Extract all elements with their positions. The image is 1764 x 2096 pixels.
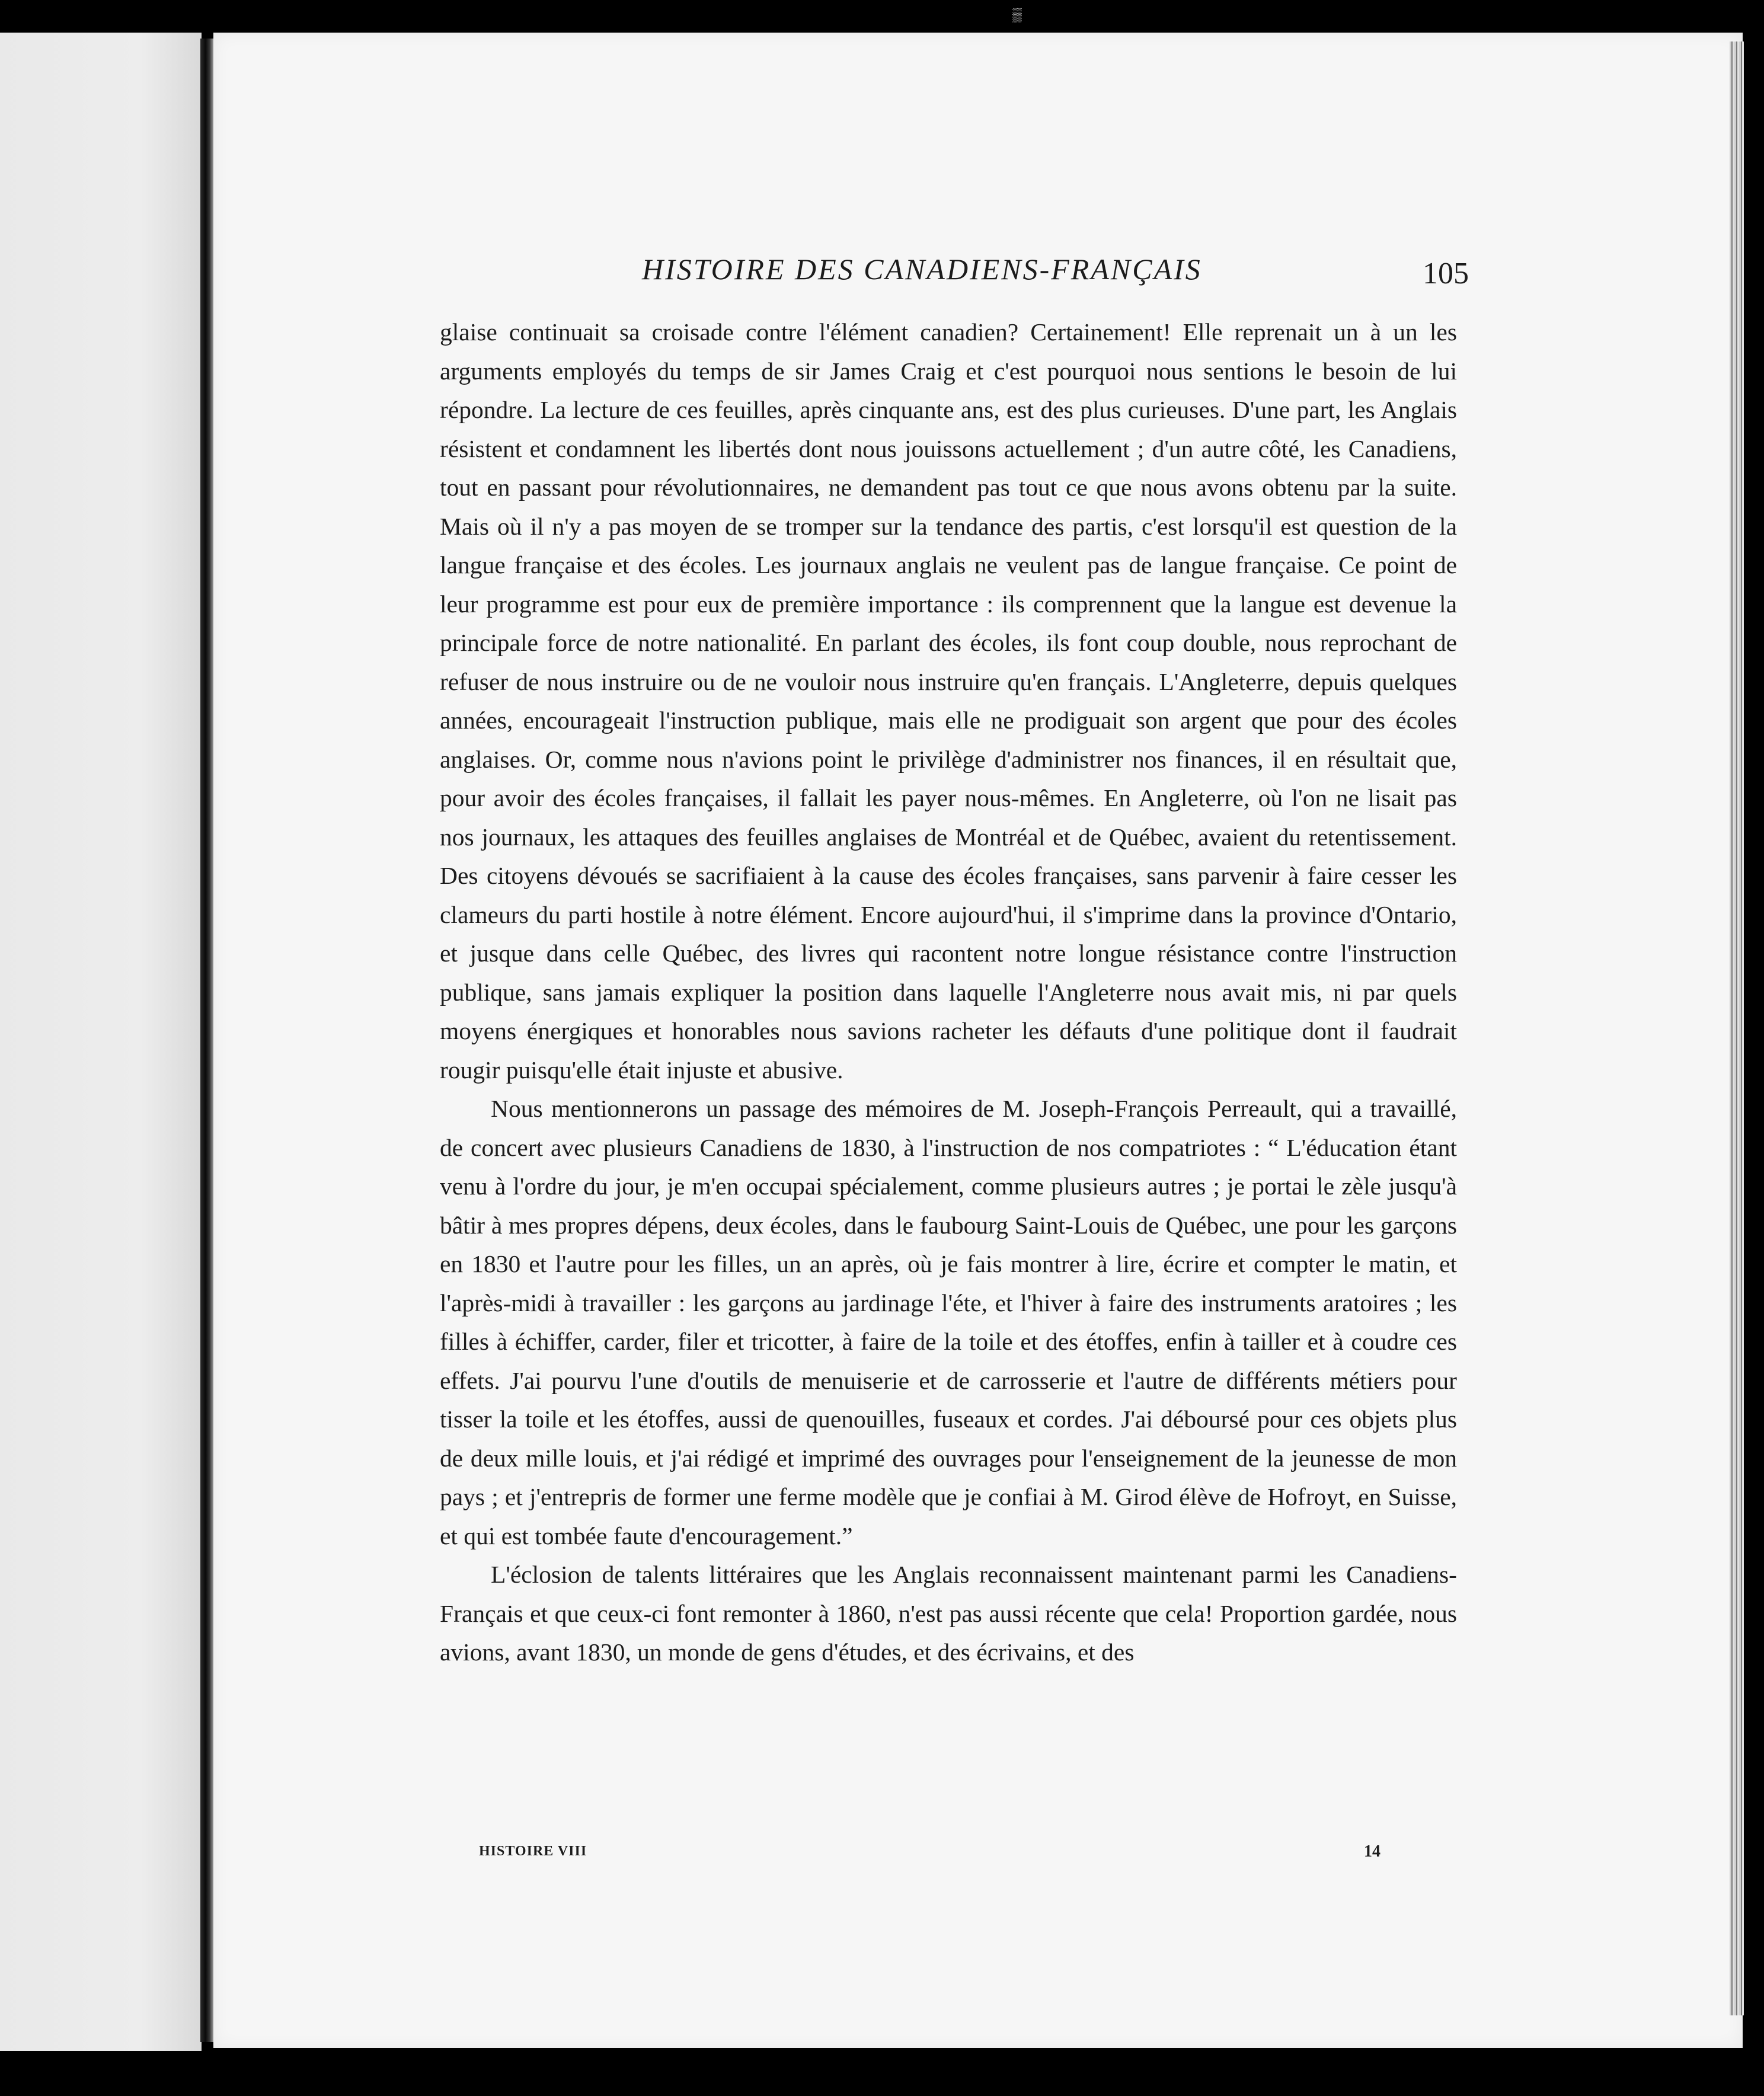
signature-mark-right: 14 bbox=[1364, 1842, 1380, 1861]
page-edges bbox=[1730, 41, 1744, 2015]
body-text bbox=[440, 313, 1457, 1672]
scan-mark: ▒ bbox=[1012, 7, 1022, 22]
page-number: 105 bbox=[1423, 257, 1469, 290]
scan-border-bottom bbox=[0, 2051, 1764, 2096]
paragraph-2: Nous mentionnerons un passage des mémoires de M. Joseph-François Perreault, qui a travaillé, de concert avec plusieurs Canadiens de 1830, à l'instruction de nos compatriotes : “ L'éducation étant venu à l'ordre du jour, je m'en occupai spécialement, comme plusieurs autres ; je portai le zèle jusqu'à bâtir à mes propres dépens, deux écoles, dans le faubourg Saint-Louis de Québec, une pour les garçons en 1830 et l'autre pour les filles, un an après, où je fais montrer à lire, écrire et compter le matin, et l'après-midi à travailler : les garçons au jardinage l'éte, et l'hiver à faire des instruments aratoires ; les filles à échiffer, carder, filer et tricotter, à faire de la toile et des étoffes, enfin à tailler et à coudre ces effets. J'ai pourvu l'une d'outils de menuiserie et de carrosserie et l'autre de différents métiers pour tisser la toile et les étoffes, aussi de quenouilles, fuseaux et cordes. J'ai déboursé pour ces objets plus de deux mille louis, et j'ai rédigé et imprimé des ouvrages pour l'enseignement de la jeunesse de mon pays ; et j'entrepris de former une ferme modèle que je confiai à M. Girod élève de Hofroyt, en Suisse, et qui est tombée faute d'encouragement.” bbox=[440, 1095, 1457, 1549]
scan-border-top bbox=[0, 0, 1764, 37]
running-head: HISTOIRE DES CANADIENS-FRANÇAIS bbox=[642, 253, 1202, 286]
paragraph-3: L'éclosion de talents littéraires que les Anglais reconnaissent maintenant parmi les Canadiens-Français et que ceux-ci font remonter à 1860, n'est pas aussi récente que cela! Proportion gardée, nous avions, avant 1830, un monde de gens d'études, et des écrivains, et des bbox=[440, 1561, 1457, 1666]
signature-mark-left: HISTOIRE VIII bbox=[479, 1843, 587, 1859]
left-page-edge bbox=[0, 33, 202, 2060]
paragraph-1: glaise continuait sa croisade contre l'élément canadien? Certainement! Elle reprenait un à un les arguments employés du temps de sir James Craig et c'est pourquoi nous sentions le besoin de lui répondre. La lecture de ces feuilles, après cinquante ans, est des plus curieuses. D'une part, les Anglais résistent et condamnent les libertés dont nous jouissons actuellement ; d'un autre côté, les Canadiens, tout en passant pour révolutionnaires, ne demandent pas tout ce que nous avons obtenu par la suite. Mais où il n'y a pas moyen de se tromper sur la tendance des partis, c'est lorsqu'il est question de la langue française et des écoles. Les journaux anglais ne veulent pas de langue française. Ce point de leur programme est pour eux de première importance : ils comprennent que la langue est devenue la principale force de notre nationalité. En parlant des écoles, ils font coup double, nous reprochant de refuser de nous instruire ou de ne vouloir nous instruire qu'en français. L'Angleterre, depuis quelques années, encourageait l'instruction publique, mais elle ne prodiguait son argent que pour des écoles anglaises. Or, comme nous n'avions point le privilège d'administrer nos finances, il en résultait que, pour avoir des écoles françaises, il fallait les payer nous-mêmes. En Angleterre, où l'on ne lisait pas nos journaux, les attaques des feuilles anglaises de Montréal et de Québec, avaient du retentissement. Des citoyens dévoués se sacrifiaient à la cause des écoles françaises, sans parvenir à faire cesser les clameurs du parti hostile à notre élément. Encore aujourd'hui, il s'imprime dans la province d'Ontario, et jusque dans celle Québec, des livres qui racontent notre longue résistance contre l'instruction publique, sans jamais expliquer la position dans laquelle l'Angleterre nous avait mis, ni par quels moyens énergiques et honorables nous savions racheter les défauts d'une politique dont il faudrait rougir puisqu'elle était injuste et abusive. bbox=[440, 318, 1457, 1084]
book-gutter bbox=[200, 39, 213, 2042]
